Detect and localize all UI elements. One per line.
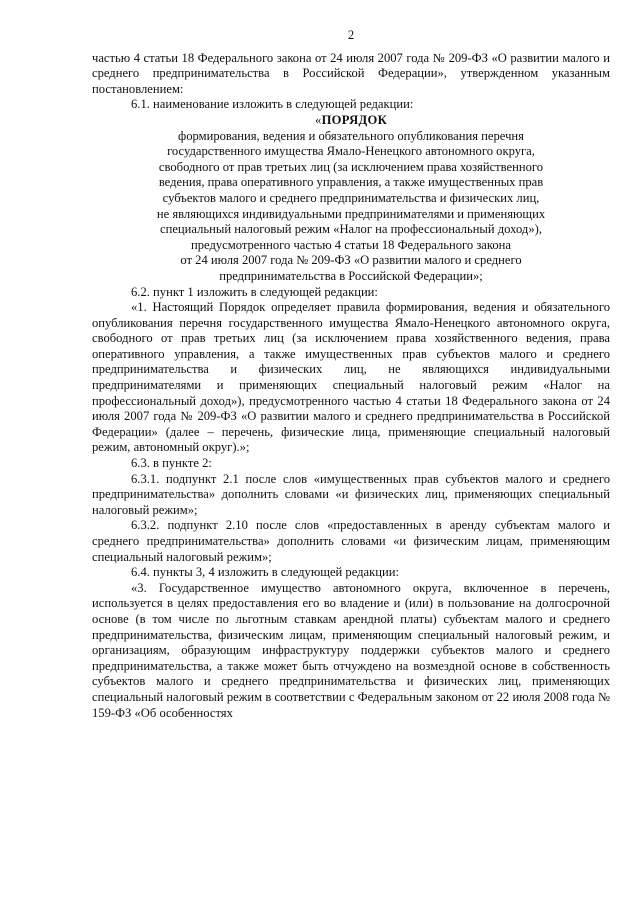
title-line: специальный налоговый режим «Налог на профессиональный доход»),: [160, 222, 542, 237]
title-line: предпринимательства в Российской Федерации»;: [219, 268, 483, 283]
item-6-2: 6.2. пункт 1 изложить в следующей редакции:: [131, 284, 378, 299]
title-line: не являющихся индивидуальными предпринимателями и применяющих: [156, 206, 546, 221]
title-line: формирования, ведения и обязательного опубликования перечня: [178, 128, 524, 143]
title-line: от 24 июля 2007 года № 209-ФЗ «О развитии малого и среднего: [180, 253, 522, 268]
item-6-3-2: 6.3.2. подпункт 2.10 после слов «предоставленных в аренду субъектам малого и среднего предпринимательства» дополнить словами «и физическим лицам, применяющим специальный налоговый режим»;: [92, 518, 610, 564]
item-6-4: 6.4. пункты 3, 4 изложить в следующей редакции:: [131, 565, 399, 580]
item-6-4-text: «3. Государственное имущество автономного округа, включенное в перечень, используется в целях предоставления его во владение и (или) в пользование на долгосрочной основе (в том числе по льготным ставкам арендной платы) субъектам малого и среднего предпринимательства, физическим лицам, применяющим специальный налоговый режим, и организациям, образующим инфраструктуру поддержки субъектов малого и среднего предпринимательства, а также может быть отчуждено на возмездной основе в собственность субъектов малого и среднего предпринимательства и физических лиц, применяющих специальный налоговый режим в соответствии с Федеральным законом от 22 июля 2008 года № 159-ФЗ «Об особенностях: [92, 580, 610, 720]
title-line: государственного имущества Ямало-Ненецкого автономного округа,: [167, 144, 535, 159]
title-opening-quote: «: [314, 112, 322, 127]
title-line: предусмотренного частью 4 статьи 18 Федерального закона: [190, 237, 512, 252]
title-subtitle-block: [92, 129, 610, 285]
document-title: [92, 113, 610, 129]
page-number: 2: [347, 28, 355, 42]
title-word: ПОРЯДОК: [321, 112, 388, 127]
item-6-1: 6.1. наименование изложить в следующей редакции:: [131, 97, 414, 112]
title-line: свободного от прав третьих лиц (за исключением права хозяйственного: [158, 159, 544, 174]
intro-paragraph: частью 4 статьи 18 Федерального закона от 24 июля 2007 года № 209-ФЗ «О развитии малого и среднего предпринимательства в Российской Федерации», утвержденном указанным постановлением:: [92, 50, 610, 96]
item-6-3-1: 6.3.1. подпункт 2.1 после слов «имущественных прав субъектов малого и среднего предпринимательства» дополнить словами «и физических лиц, применяющих специальный налоговый режим»;: [92, 471, 610, 517]
title-line: ведения, права оперативного управления, а также имущественных прав: [158, 175, 544, 190]
item-6-3: 6.3. в пункте 2:: [131, 456, 212, 471]
item-6-2-text: «1. Настоящий Порядок определяет правила формирования, ведения и обязательного опубликования перечня государственного имущества Ямало-Ненецкого автономного округа, свободного от прав третьих лиц (за исключением права хозяйственного ведения, права оперативного управления, а также имущественных прав субъектов малого и среднего предпринимательства и физических лиц, не являющихся индивидуальными предпринимателями и применяющих специальный налоговый режим «Налог на профессиональный доход»), предусмотренного частью 4 статьи 18 Федерального закона от 24 июля 2007 года № 209-ФЗ «О развитии малого и среднего предпринимательства в Российской Федерации» (далее – перечень, физические лица, применяющие специальный налоговый режим, автономный округ).»;: [92, 300, 610, 455]
title-line: субъектов малого и среднего предпринимательства и физических лиц,: [162, 190, 540, 205]
document-page: [92, 28, 610, 721]
